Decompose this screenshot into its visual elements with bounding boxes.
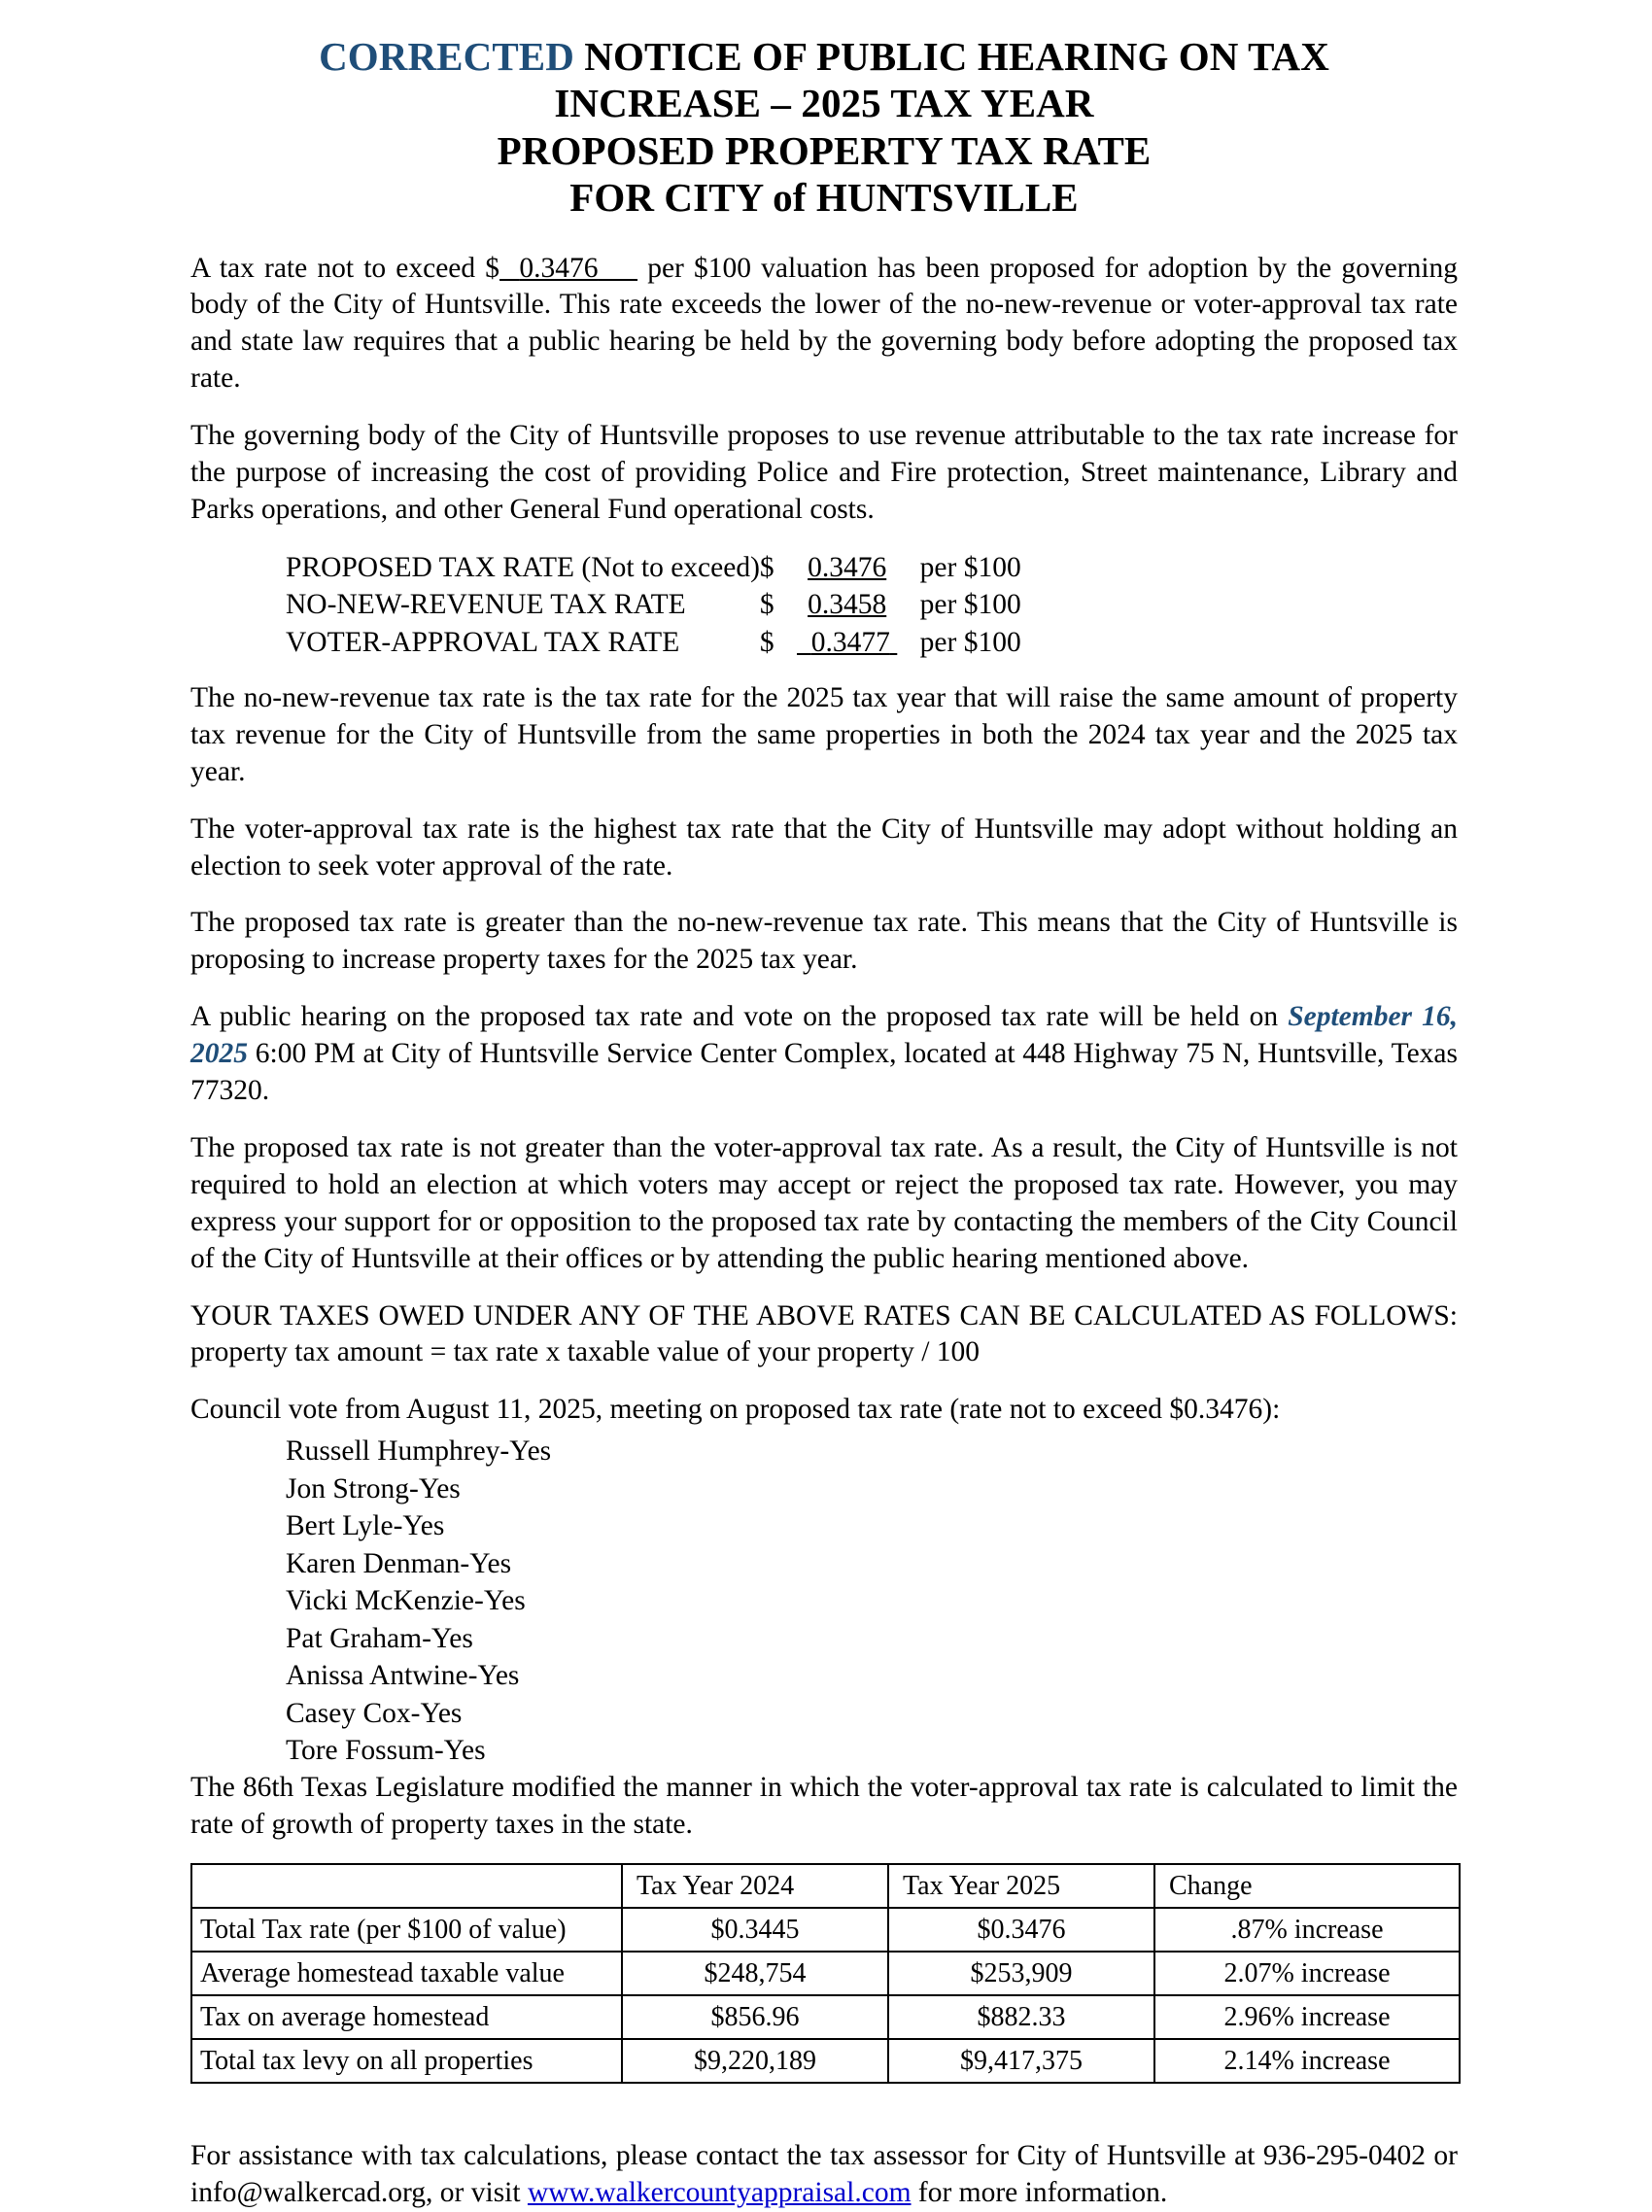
p1-trail-text: per $100 valuation has been proposed for adoption by the governing body of the City of Huntsville. This rate exceeds the lower of the no-new-revenue or voter-approval tax rate and state law requires that a public hearing be held by the governing body before adopting the proposed tax rate. — [190, 253, 1458, 395]
list-item: Vicki McKenzie-Yes — [286, 1582, 1458, 1619]
list-item: Jon Strong-Yes — [286, 1470, 1458, 1507]
rate-value-voter-approval-lead — [797, 627, 811, 658]
tax-comparison-table — [190, 1863, 1461, 2084]
document-body — [190, 251, 1458, 2212]
row-value-2024-total-tax-levy: $9,220,189 — [622, 2039, 888, 2083]
table-header-change: Change — [1154, 1864, 1460, 1908]
row-change-total-tax-levy: 2.14% increase — [1154, 2039, 1460, 2083]
title-line-4: FOR CITY of HUNTSVILLE — [190, 174, 1458, 221]
list-item: Casey Cox-Yes — [286, 1695, 1458, 1732]
table-header-year-2024: Tax Year 2024 — [622, 1864, 888, 1908]
list-item: Bert Lyle-Yes — [286, 1507, 1458, 1544]
proposed-rate-value: 0.3476 — [519, 253, 598, 284]
rate-currency-voter-approval: $ — [760, 624, 774, 661]
hearing-lead-text: A public hearing on the proposed tax rate and vote on the proposed tax rate will be held on — [190, 1001, 1288, 1032]
row-label-total-tax-levy: Total tax levy on all properties — [191, 2039, 622, 2083]
table-row — [191, 1952, 1460, 1995]
footer-trail-text: for more information. — [912, 2177, 1168, 2208]
rate-value-voter-approval — [774, 624, 920, 661]
row-label-total-tax-rate: Total Tax rate (per $100 of value) — [191, 1908, 622, 1952]
corrected-label: CORRECTED — [319, 34, 574, 79]
row-label-avg-homestead-value: Average homestead taxable value — [191, 1952, 622, 1995]
proposed-rate-blank-tail — [598, 253, 637, 284]
rate-row-proposed — [286, 549, 1021, 586]
appraisal-website-link[interactable]: www.walkercountyappraisal.com — [528, 2177, 912, 2208]
list-item: Karen Denman-Yes — [286, 1545, 1458, 1582]
rate-value-proposed — [774, 549, 920, 586]
hearing-trail-text: 6:00 PM at City of Huntsville Service Center Complex, located at 448 Highway 75 N, Huntsville, Texas 77320. — [190, 1038, 1458, 1106]
table-header-year-2025: Tax Year 2025 — [888, 1864, 1154, 1908]
title-line-1 — [190, 33, 1458, 80]
title-line-1-rest: NOTICE OF PUBLIC HEARING ON TAX — [574, 34, 1329, 79]
rate-value-voter-approval-tail — [890, 627, 897, 658]
row-change-tax-on-avg-homestead: 2.96% increase — [1154, 1995, 1460, 2039]
list-item: Pat Graham-Yes — [286, 1620, 1458, 1657]
paragraph-hearing-details — [190, 999, 1458, 1110]
table-row — [191, 1995, 1460, 2039]
rate-currency-no-new-revenue: $ — [760, 586, 774, 623]
title-line-2: INCREASE – 2025 TAX YEAR — [190, 80, 1458, 126]
rate-row-no-new-revenue — [286, 586, 1021, 623]
rate-value-proposed-text: 0.3476 — [808, 552, 886, 583]
rate-unit-no-new-revenue: per $100 — [920, 586, 1021, 623]
rate-summary-list — [286, 549, 1021, 661]
rate-value-no-new-revenue — [774, 586, 920, 623]
paragraph-legislature-note: The 86th Texas Legislature modified the manner in which the voter-approval tax rate is calculated to limit the rate of growth of property taxes in the state. — [190, 1770, 1458, 1844]
row-change-total-tax-rate: .87% increase — [1154, 1908, 1460, 1952]
rate-row-voter-approval — [286, 624, 1021, 661]
table-row — [191, 2039, 1460, 2083]
paragraph-voter-approval-def: The voter-approval tax rate is the highest tax rate that the City of Huntsville may adopt without holding an election to seek voter approval of the rate. — [190, 812, 1458, 885]
row-value-2024-avg-homestead-value: $248,754 — [622, 1952, 888, 1995]
list-item: Anissa Antwine-Yes — [286, 1657, 1458, 1694]
row-value-2025-total-tax-levy: $9,417,375 — [888, 2039, 1154, 2083]
footer-lead-text: For assistance with tax calculations, please contact the tax assessor for City of Huntsville at 936-295-0402 or info@walkercad.org, or visit — [190, 2140, 1458, 2208]
tax-comparison-table-wrapper — [190, 1863, 1458, 2084]
list-item: Tore Fossum-Yes — [286, 1732, 1458, 1769]
row-change-avg-homestead-value: 2.07% increase — [1154, 1952, 1460, 1995]
row-value-2025-total-tax-rate: $0.3476 — [888, 1908, 1154, 1952]
page-title — [190, 33, 1458, 222]
rate-value-no-new-revenue-text: 0.3458 — [808, 589, 886, 620]
paragraph-no-election-required: The proposed tax rate is not greater than the voter-approval tax rate. As a result, the City of Huntsville is not required to hold an election at which voters may accept or reject the proposed tax rate. However, you may express your support for or opposition to the proposed tax rate by contacting the members of the City Council of the City of Huntsville at their offices or by attending the public hearing mentioned above. — [190, 1130, 1458, 1278]
p1-lead-text: A tax rate not to exceed $ — [190, 253, 499, 284]
table-header-row — [191, 1864, 1460, 1908]
paragraph-revenue-purpose: The governing body of the City of Huntsville proposes to use revenue attributable to the tax rate increase for the purpose of increasing the cost of providing Police and Fire protection, Street maintenance, Library and Parks operations, and other General Fund operational costs. — [190, 418, 1458, 529]
row-value-2025-tax-on-avg-homestead: $882.33 — [888, 1995, 1154, 2039]
rate-unit-proposed: per $100 — [920, 549, 1021, 586]
rate-label-no-new-revenue: NO-NEW-REVENUE TAX RATE — [286, 586, 760, 623]
hearing-date: September 16, 2025 — [190, 1001, 1458, 1069]
row-value-2025-avg-homestead-value: $253,909 — [888, 1952, 1154, 1995]
row-label-tax-on-avg-homestead: Tax on average homestead — [191, 1995, 622, 2039]
paragraph-council-vote-intro: Council vote from August 11, 2025, meeting on proposed tax rate (rate not to exceed $0.3476): — [190, 1392, 1458, 1429]
paragraph-calculation-formula: YOUR TAXES OWED UNDER ANY OF THE ABOVE RATES CAN BE CALCULATED AS FOLLOWS: property tax amount = tax rate x taxable value of your property / 100 — [190, 1298, 1458, 1372]
rate-currency-proposed: $ — [760, 549, 774, 586]
paragraph-proposed-rate — [190, 251, 1458, 398]
row-value-2024-total-tax-rate: $0.3445 — [622, 1908, 888, 1952]
paragraph-rate-comparison: The proposed tax rate is greater than the no-new-revenue tax rate. This means that the City of Huntsville is proposing to increase property taxes for the 2025 tax year. — [190, 905, 1458, 979]
rate-unit-voter-approval: per $100 — [920, 624, 1021, 661]
rate-value-voter-approval-text: 0.3477 — [811, 627, 890, 658]
footer-contact-info — [190, 2138, 1458, 2212]
title-line-3: PROPOSED PROPERTY TAX RATE — [190, 127, 1458, 174]
proposed-rate-blank — [499, 253, 519, 284]
table-header-blank — [191, 1864, 622, 1908]
table-row — [191, 1908, 1460, 1952]
rate-label-proposed: PROPOSED TAX RATE (Not to exceed) — [286, 549, 760, 586]
row-value-2024-tax-on-avg-homestead: $856.96 — [622, 1995, 888, 2039]
paragraph-no-new-revenue-def: The no-new-revenue tax rate is the tax rate for the 2025 tax year that will raise the same amount of property tax revenue for the City of Huntsville from the same properties in both the 2024 tax year and the 2025 tax year. — [190, 680, 1458, 791]
council-vote-list — [190, 1433, 1458, 1769]
rate-label-voter-approval: VOTER-APPROVAL TAX RATE — [286, 624, 760, 661]
list-item: Russell Humphrey-Yes — [286, 1433, 1458, 1469]
